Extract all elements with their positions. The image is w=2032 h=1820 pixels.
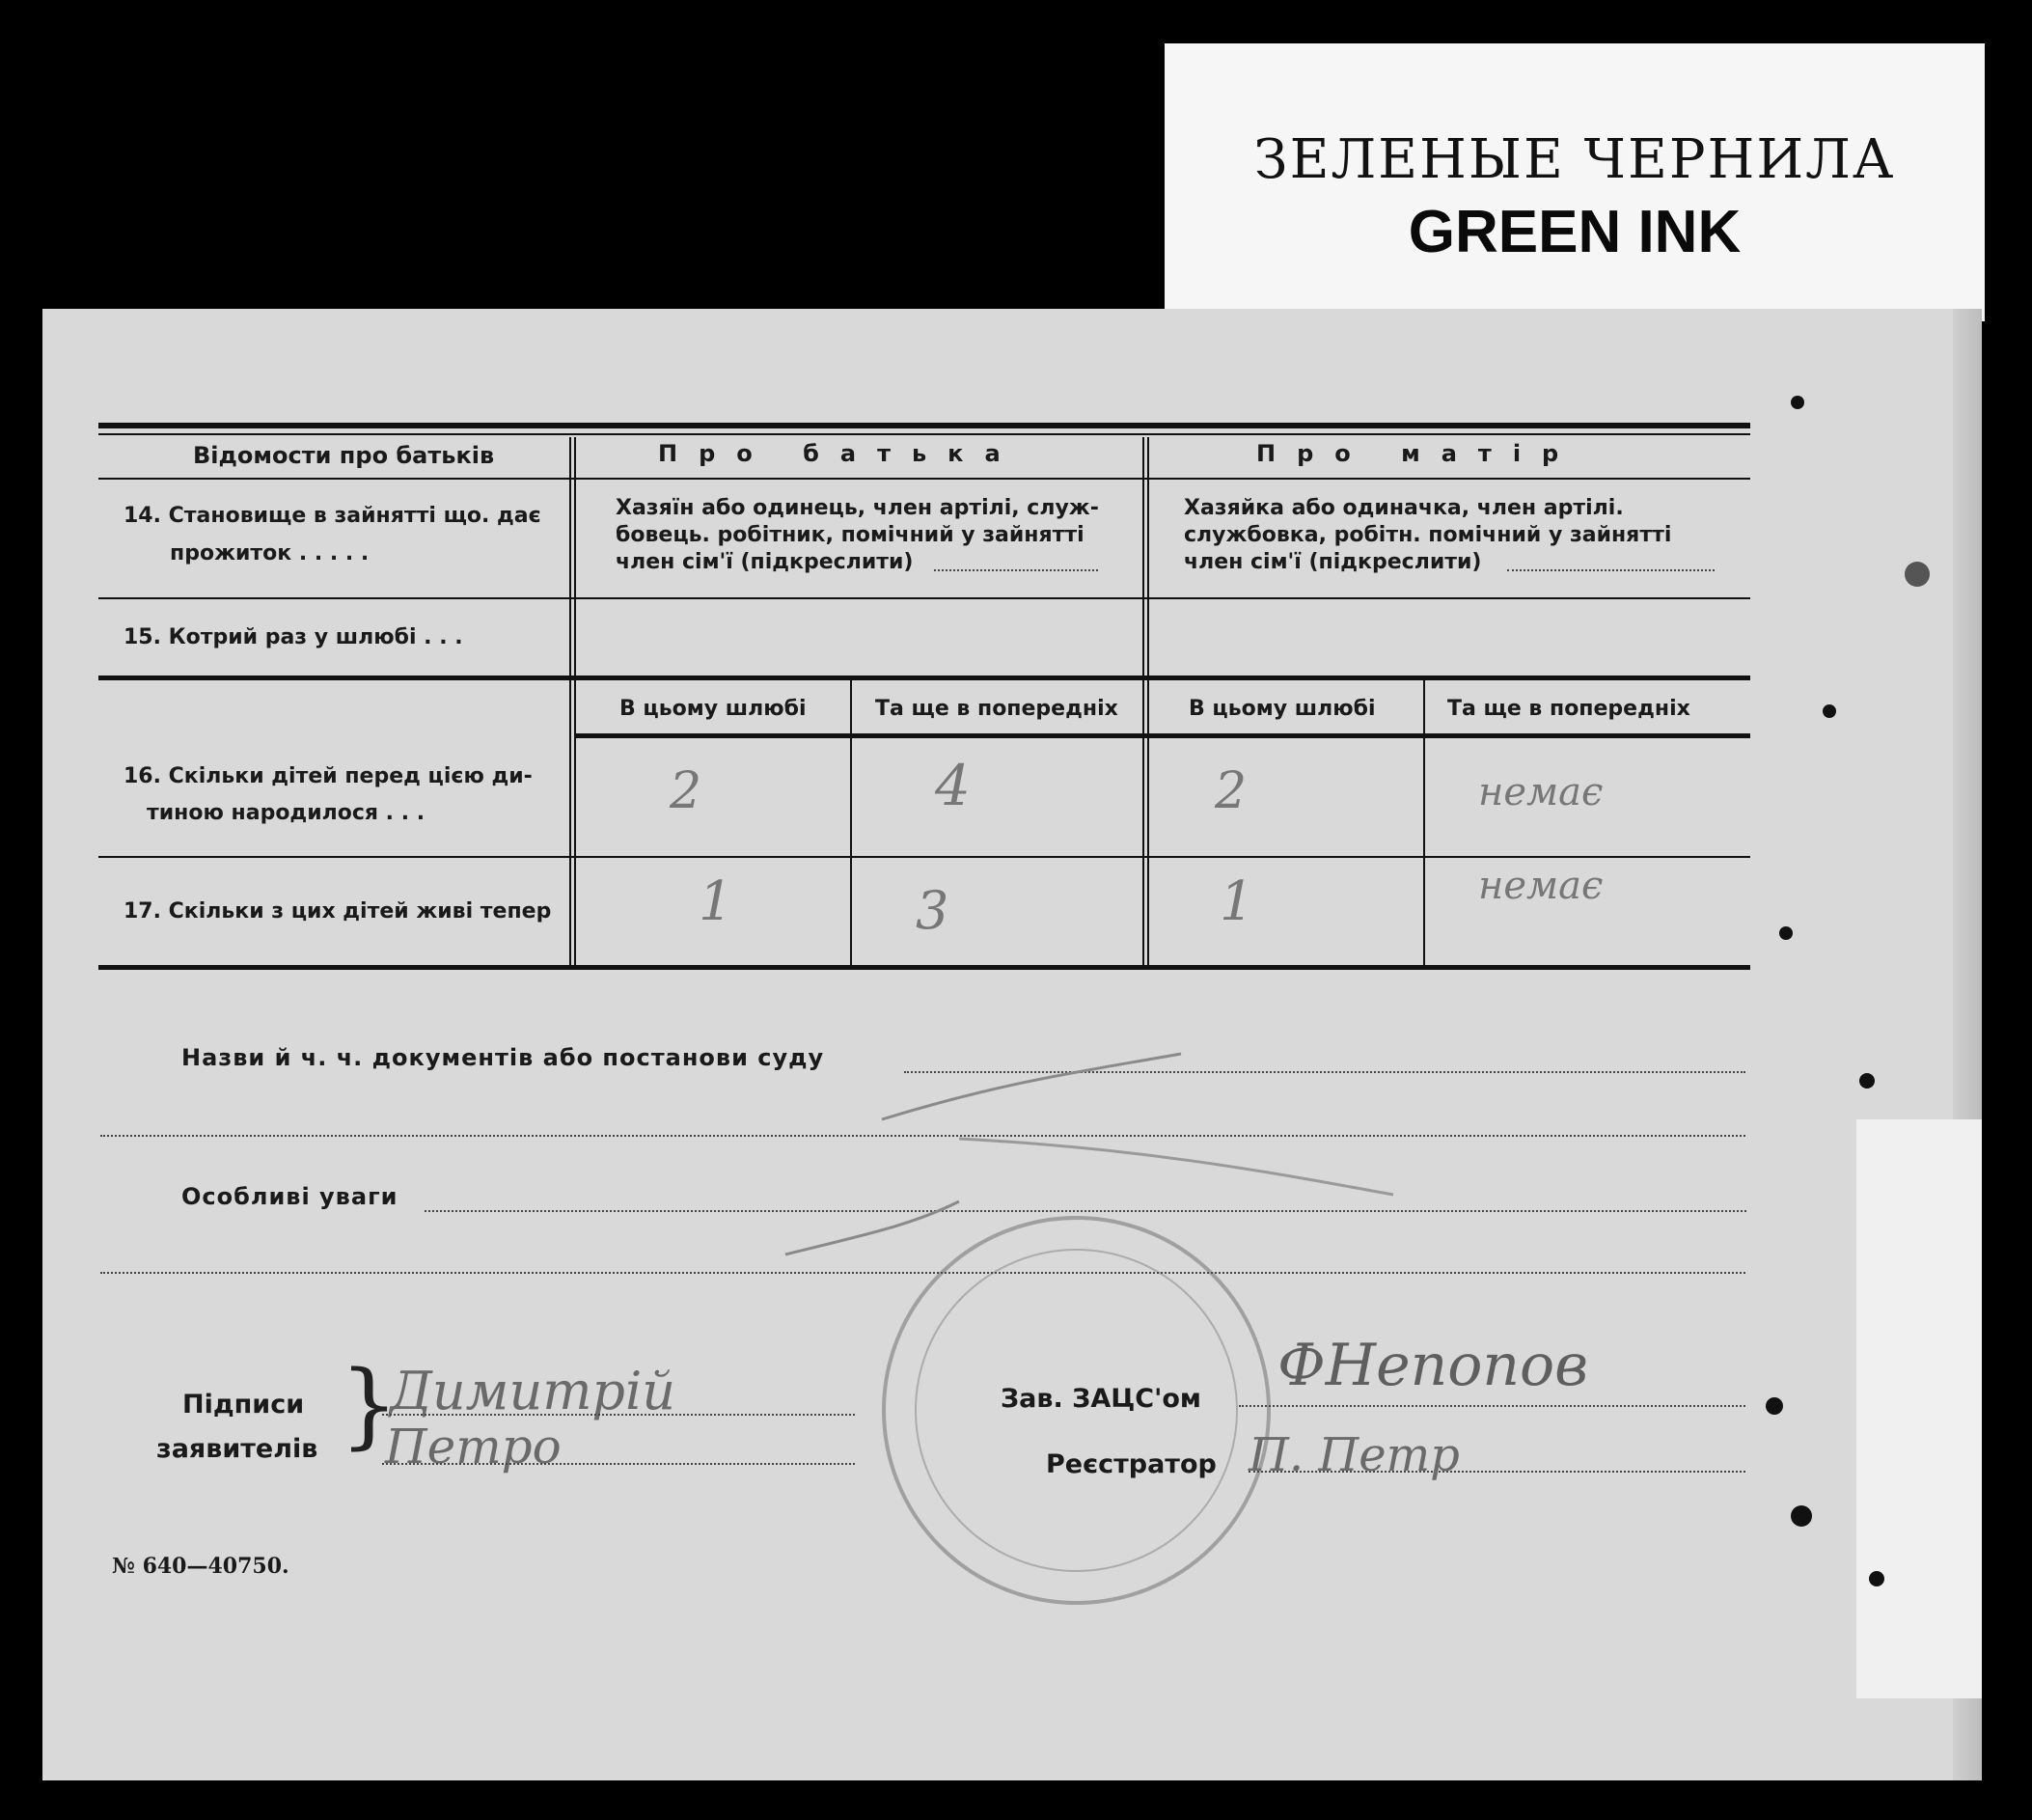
row17-mother-previous: немає: [1478, 864, 1604, 908]
row17-father-previous: 3: [916, 880, 949, 941]
row14-father-line2: бовець. робітник, помічний у зайнятті: [616, 523, 1085, 547]
header-info-column: Відомости про батьків: [193, 442, 495, 469]
punch-mark: [1859, 1073, 1875, 1089]
header-father: Про батька: [658, 440, 1022, 467]
row14-father-line3: член сім'ї (підкреслити): [616, 550, 914, 574]
registrar-signature: П. Петр: [1249, 1428, 1460, 1482]
document-page: [42, 309, 1982, 1780]
cancel-stroke-2: [959, 1139, 1393, 1195]
punch-mark: [1823, 704, 1836, 718]
head-signature: ФНепопов: [1277, 1332, 1589, 1399]
form-number: № 640—40750.: [112, 1554, 289, 1579]
punch-mark: [1905, 562, 1930, 587]
signature-line-1: [382, 1414, 855, 1416]
row16-mother-this: 2: [1215, 762, 1248, 820]
signatures-label-line2: заявителів: [156, 1434, 318, 1464]
row17-mother-this: 1: [1220, 870, 1254, 933]
row15-label: 15. Котрий раз у шлюбі . . .: [124, 625, 463, 649]
row14-mother-line3: член сім'ї (підкреслити): [1184, 550, 1482, 574]
row16-label-line1: 16. Скільки дітей перед цією ди-: [124, 764, 533, 788]
punch-mark: [1766, 1397, 1783, 1415]
mother-previous-header: Та ще в попередніх: [1447, 697, 1690, 721]
row14-label-line1: 14. Становище в зайнятті що. дає: [124, 504, 541, 528]
father-previous-header: Та ще в попередніх: [875, 697, 1118, 721]
row14-mother-line1: Хазяйка або одиначка, член артілі.: [1184, 496, 1624, 520]
row16-mother-previous: немає: [1478, 770, 1604, 814]
registrar-label: Реєстратор: [1046, 1449, 1217, 1479]
punch-mark: [1791, 396, 1804, 409]
row16-father-previous: 4: [935, 753, 971, 818]
head-signature-line: [1239, 1405, 1745, 1407]
signatures-brace: }: [340, 1351, 399, 1459]
applicant-signature-2: Петро: [385, 1419, 562, 1475]
punch-mark: [1779, 926, 1793, 940]
mother-this-marriage-header: В цьому шлюбі: [1189, 697, 1376, 721]
row14-father-line1: Хазяїн або одинець, член артілі, служ-: [616, 496, 1099, 520]
punch-mark: [1791, 1505, 1812, 1527]
row14-mother-line2: службовка, робітн. помічний у зайнятті: [1184, 523, 1672, 547]
row17-father-this: 1: [699, 870, 733, 933]
header-mother: Про матір: [1256, 440, 1580, 467]
cancel-stroke-3: [785, 1201, 959, 1255]
row16-father-this: 2: [670, 762, 702, 820]
signature-line-2: [382, 1463, 855, 1465]
signatures-label-line1: Підписи: [182, 1390, 305, 1420]
documents-label: Назви й ч. ч. документів або постанови суду: [181, 1044, 825, 1071]
label-russian: ЗЕЛЕНЫЕ ЧЕРНИЛА: [1253, 128, 1896, 191]
row14-label-line2: прожиток . . . . .: [170, 541, 370, 565]
head-label: Зав. ЗАЦС'ом: [1001, 1384, 1201, 1414]
row17-label: 17. Скільки з цих дітей живі тепер: [124, 899, 552, 924]
label-english: GREEN INK: [1408, 199, 1742, 265]
father-this-marriage-header: В цьому шлюбі: [619, 697, 807, 721]
punch-mark: [1869, 1571, 1884, 1586]
row16-label-line2: тиною народилося . . .: [147, 801, 426, 825]
archive-label-card: [1165, 43, 1985, 321]
cancel-stroke-1: [882, 1054, 1181, 1119]
remarks-label: Особливі уваги: [181, 1183, 398, 1210]
applicant-signature-1: Димитрій: [390, 1361, 676, 1421]
